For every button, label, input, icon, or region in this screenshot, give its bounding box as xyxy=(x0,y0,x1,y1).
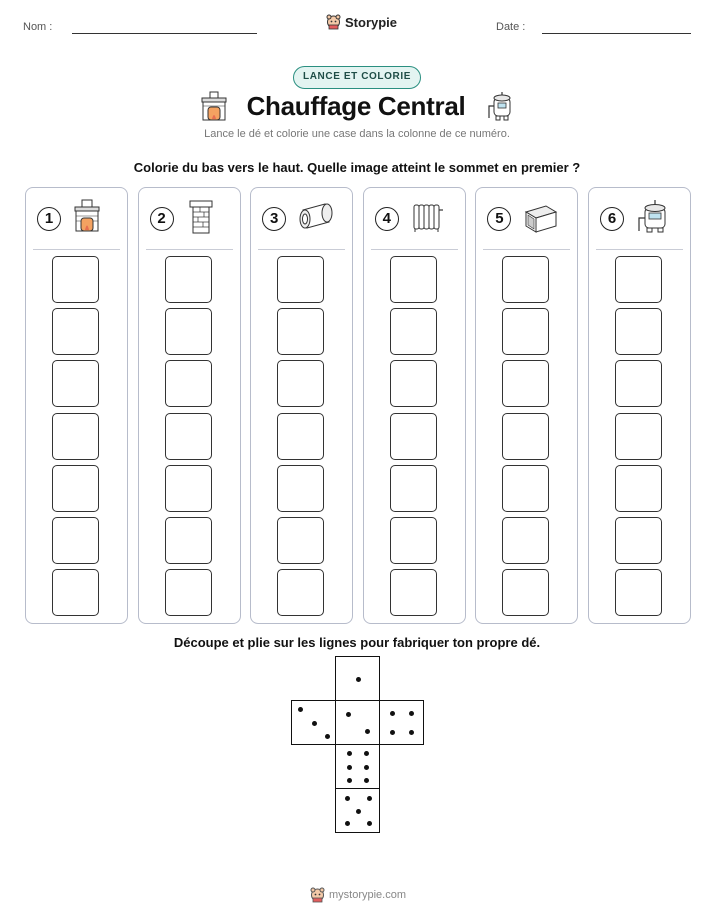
color-box[interactable] xyxy=(390,308,437,355)
color-box[interactable] xyxy=(615,308,662,355)
die-pip xyxy=(364,751,369,756)
color-box[interactable] xyxy=(615,360,662,407)
duct-icon xyxy=(522,198,560,236)
dice-instruction: Découpe et plie sur les lignes pour fabriquer ton propre dé. xyxy=(173,635,541,650)
column-5 xyxy=(475,187,578,624)
storypie-mascot-icon xyxy=(326,14,341,30)
color-box[interactable] xyxy=(52,360,99,407)
color-box[interactable] xyxy=(277,465,324,512)
die-pip xyxy=(356,677,361,682)
footer-url[interactable]: mystorypie.com xyxy=(329,889,407,901)
die-pip xyxy=(409,711,414,716)
die-pip xyxy=(325,734,330,739)
color-box[interactable] xyxy=(502,256,549,303)
color-box[interactable] xyxy=(502,413,549,460)
color-box[interactable] xyxy=(277,256,324,303)
die-pip xyxy=(347,751,352,756)
color-box[interactable] xyxy=(52,569,99,616)
name-label: Nom : xyxy=(23,21,53,33)
chimney-icon xyxy=(185,198,223,236)
die-face-1 xyxy=(335,656,380,701)
die-pip xyxy=(345,796,350,801)
column-2 xyxy=(138,187,241,624)
die-pip xyxy=(347,765,352,770)
color-box[interactable] xyxy=(52,465,99,512)
die-face-5 xyxy=(335,788,380,833)
column-divider xyxy=(258,249,345,250)
die-pip xyxy=(409,730,414,735)
color-box[interactable] xyxy=(502,569,549,616)
color-box[interactable] xyxy=(277,569,324,616)
color-box[interactable] xyxy=(615,517,662,564)
color-box[interactable] xyxy=(165,517,212,564)
die-pip xyxy=(367,796,372,801)
fireplace-icon xyxy=(72,198,110,236)
column-divider xyxy=(146,249,233,250)
color-box[interactable] xyxy=(52,256,99,303)
color-box[interactable] xyxy=(390,360,437,407)
color-box[interactable] xyxy=(277,308,324,355)
color-box[interactable] xyxy=(277,517,324,564)
color-box[interactable] xyxy=(52,517,99,564)
die-pip xyxy=(367,821,372,826)
title-fireplace-icon xyxy=(199,90,229,122)
color-box[interactable] xyxy=(615,413,662,460)
column-number: 6 xyxy=(600,207,624,231)
color-box[interactable] xyxy=(165,465,212,512)
die-pip xyxy=(365,729,370,734)
color-box[interactable] xyxy=(502,465,549,512)
page-title: Chauffage Central xyxy=(246,91,466,121)
die-pip xyxy=(347,778,352,783)
storypie-mascot-icon xyxy=(310,887,325,903)
name-line[interactable] xyxy=(72,33,257,34)
boiler-icon xyxy=(635,198,673,236)
column-4 xyxy=(363,187,466,624)
color-box[interactable] xyxy=(390,413,437,460)
color-box[interactable] xyxy=(165,360,212,407)
column-divider xyxy=(371,249,458,250)
color-box[interactable] xyxy=(390,465,437,512)
radiator-icon xyxy=(410,198,448,236)
color-box[interactable] xyxy=(165,308,212,355)
column-divider xyxy=(483,249,570,250)
column-3 xyxy=(250,187,353,624)
color-box[interactable] xyxy=(390,569,437,616)
color-box[interactable] xyxy=(615,569,662,616)
color-box[interactable] xyxy=(615,465,662,512)
die-pip xyxy=(345,821,350,826)
die-pip xyxy=(312,721,317,726)
column-divider xyxy=(33,249,120,250)
date-label: Date : xyxy=(496,21,526,33)
column-number: 1 xyxy=(37,207,61,231)
die-pip xyxy=(346,712,351,717)
column-1 xyxy=(25,187,128,624)
date-line[interactable] xyxy=(542,33,691,34)
color-box[interactable] xyxy=(52,308,99,355)
color-box[interactable] xyxy=(165,569,212,616)
die-face-4 xyxy=(379,700,424,745)
column-number: 2 xyxy=(150,207,174,231)
brand-logo xyxy=(326,14,397,30)
color-box[interactable] xyxy=(165,413,212,460)
color-box[interactable] xyxy=(502,360,549,407)
die-pip xyxy=(364,778,369,783)
die-pip xyxy=(390,730,395,735)
color-box[interactable] xyxy=(615,256,662,303)
column-6 xyxy=(588,187,691,624)
pipe-icon xyxy=(297,198,335,236)
die-face-6 xyxy=(335,744,380,789)
column-number: 4 xyxy=(375,207,399,231)
color-box[interactable] xyxy=(165,256,212,303)
color-box[interactable] xyxy=(277,413,324,460)
color-box[interactable] xyxy=(390,256,437,303)
color-box[interactable] xyxy=(390,517,437,564)
game-instruction: Colorie du bas vers le haut. Quelle image atteint le sommet en premier ? xyxy=(133,160,581,175)
page-subtitle: Lance le dé et colorie une case dans la colonne de ce numéro. xyxy=(204,128,510,140)
column-divider xyxy=(596,249,683,250)
footer xyxy=(310,887,406,903)
column-number: 3 xyxy=(262,207,286,231)
die-face-2 xyxy=(335,700,380,745)
title-boiler-icon xyxy=(486,90,516,122)
brand-name: Storypie xyxy=(345,14,398,30)
activity-badge: LANCE ET COLORIE xyxy=(293,66,421,89)
color-box[interactable] xyxy=(502,517,549,564)
die-pip xyxy=(298,707,303,712)
die-pip xyxy=(356,809,361,814)
die-pip xyxy=(390,711,395,716)
die-pip xyxy=(364,765,369,770)
die-face-3 xyxy=(291,700,336,745)
column-number: 5 xyxy=(487,207,511,231)
color-box[interactable] xyxy=(502,308,549,355)
color-box[interactable] xyxy=(277,360,324,407)
color-box[interactable] xyxy=(52,413,99,460)
